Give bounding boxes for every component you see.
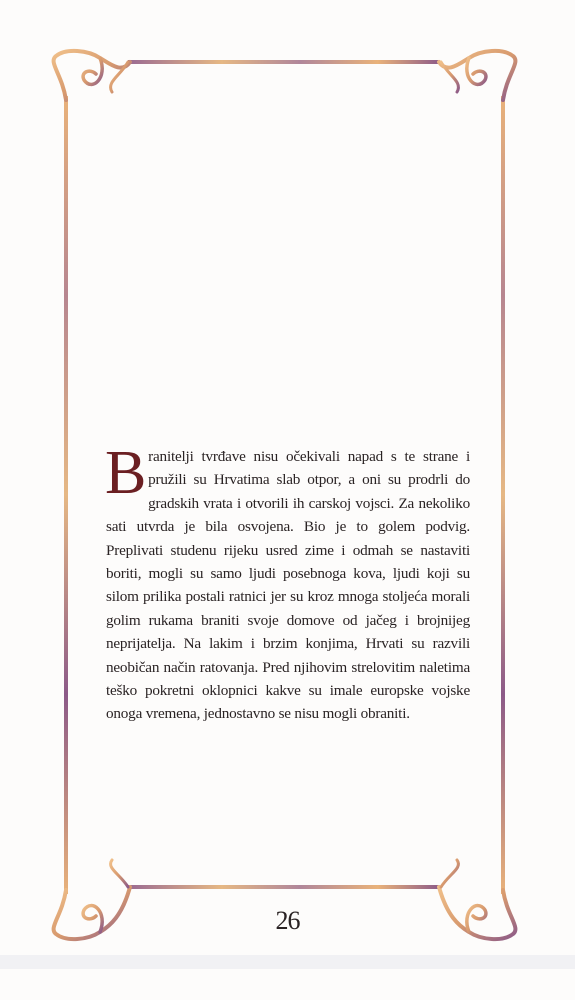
- page-number: 26: [275, 906, 300, 935]
- drop-cap: B: [105, 439, 147, 507]
- scan-edge-strip: [0, 955, 575, 969]
- article-body: ranitelji tvrđave nisu očekivali napad s te strane i pružili su Hrvatima slab otpor, a oni su prodrli do gradskih vrata i otvorili ih carskoj vojsci. Za nekoliko sati utvrda je bila osvojena. Bio je to golem podvig. Preplivati studenu rijeku usred zime i odmah se nastaviti boriti, mogli su samo ljudi posebnoga kova, ljudi koji su silom prilika postali ratnici jer su kroz mnoga stoljeća morali golim rukama braniti svoje domove od jačeg i brojnijeg neprijatelja. Na lakim i brzim konjima, Hrvati su razvili neobičan način ratovanja. Pred njihovim strelovitim naletima teško pokretni oklopnici kakve su imale europske vojske onoga vremena, jednostavno se nisu mogli obraniti.: [106, 448, 470, 723]
- article-text: [105, 439, 470, 726]
